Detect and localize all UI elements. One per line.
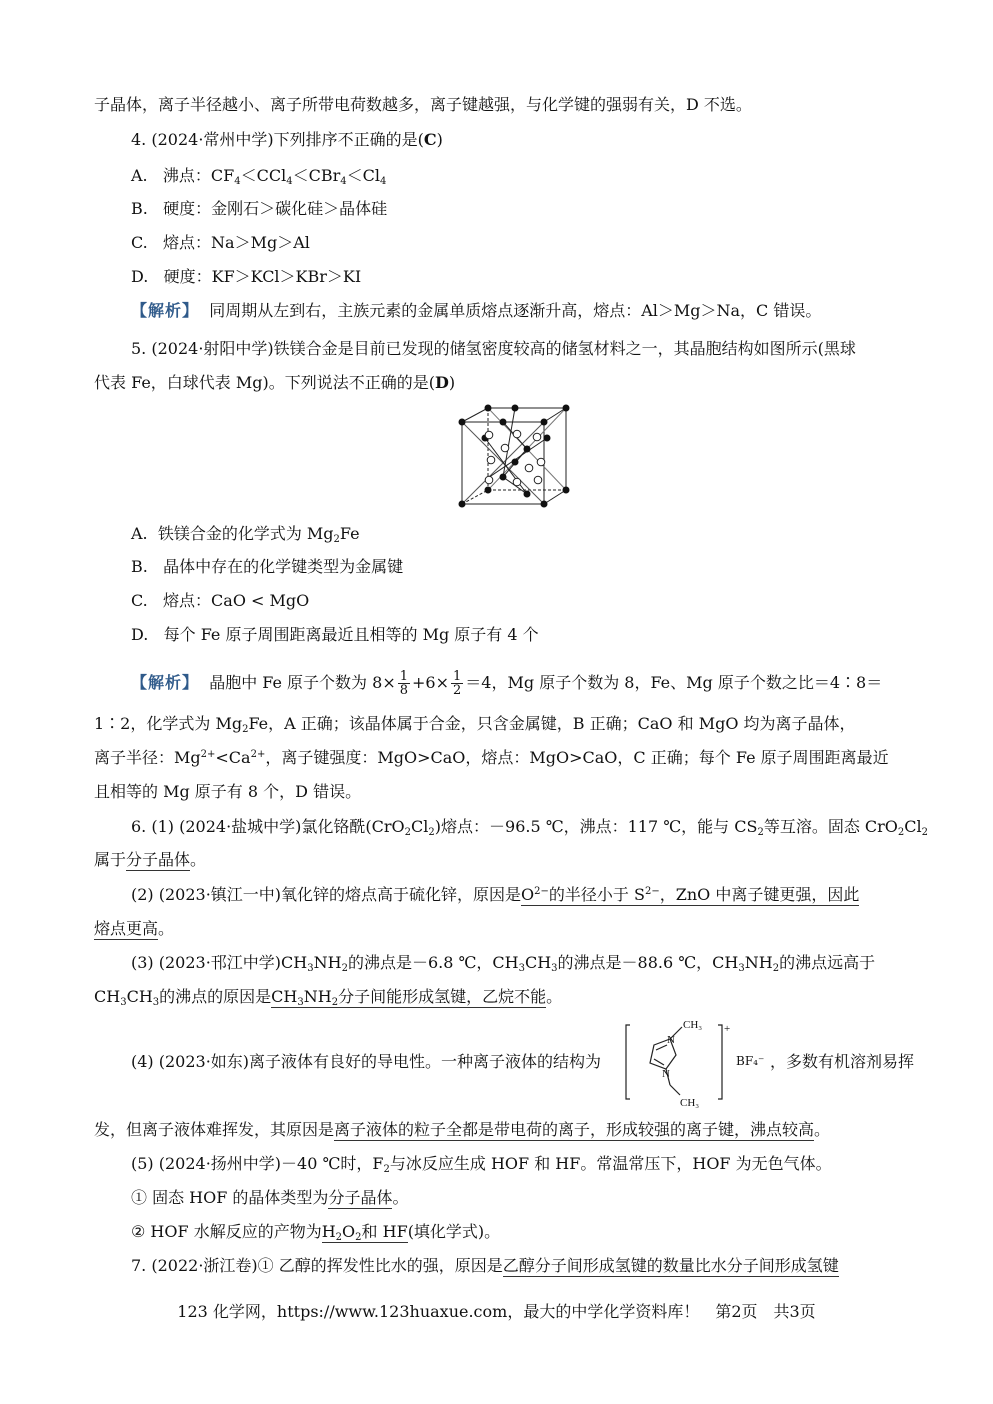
option-b: B. 硬度：金刚石＞碳化硅＞晶体硅	[131, 199, 388, 218]
ionic-liquid-structure	[624, 1015, 734, 1110]
question-6-1: 6. (1) (2024·盐城中学)氯化铬酰$(CrO_2Cl_2)$熔点：－96.5 ℃，沸点：117 ℃，能与 $CS_2$等互溶。固态 $CrO_2Cl_2$	[131, 817, 929, 838]
fraction: $\frac{1}{2}$	[453, 669, 462, 698]
analysis-5-line: 1∶2，化学式为 $Mg_2Fe$，A 正确；该晶体属于合金，只含金属键，B 正确；CaO 和 MgO 均为离子晶体，	[94, 714, 856, 735]
question-7: 7. (2022·浙江卷)① 乙醇的挥发性比水的强，原因是乙醇分子间形成氢键的数量比水分子间形成氢键	[131, 1256, 839, 1275]
question-6-3: (3) (2023·邗江中学)$CH_3NH_2$的沸点是－6.8 ℃，$CH_3CH_3$的沸点是－88.6 ℃，$CH_3NH_2$的沸点远高于	[131, 953, 876, 974]
option-d: D. 硬度：KF＞KCl＞KBr＞KI	[131, 267, 362, 286]
question-6-2: (2) (2023·镇江一中)氧化锌的熔点高于硫化锌，原因是$O^{2-}$的半径小于 $S^{2-}$，ZnO 中离子键更强，因此	[131, 885, 860, 904]
analysis-5: 【解析】 晶胞中 Fe 原子个数为 8× $\frac{1}{8}$ +6× $\frac{1}{2}$ ＝4，Mg 原子个数为 8，Fe、Mg 原子个数之比＝4∶8＝	[131, 669, 883, 698]
option-d: D. 每个 Fe 原子周围距离最近且相等的 Mg 原子有 4 个	[131, 625, 539, 644]
option-a: A. 沸点：$CF_4<CCl_4<CBr_4<Cl_4$	[131, 166, 387, 187]
question-4-stem: 4. (2024·常州中学)下列排序不正确的是(C)	[131, 130, 443, 149]
text-line: 子晶体，离子半径越小、离子所带电荷数越多，离子键越强，与化学键的强弱有关，D 不选。	[94, 95, 752, 114]
methyl-group-label: CH₃	[683, 1019, 703, 1031]
charge-label: +	[724, 1023, 731, 1035]
question-6-4: (4) (2023·如东)离子液体有良好的导电性。一种离子液体的结构为	[131, 1052, 602, 1071]
nitrogen-label: N	[667, 1034, 675, 1046]
fraction: $\frac{1}{8}$	[399, 669, 409, 698]
option-c: C. 熔点：Na＞Mg＞Al	[131, 233, 310, 252]
option-c: C. 熔点：CaO < MgO	[131, 591, 310, 610]
anion-label: BF₄⁻	[736, 1054, 765, 1068]
question-6-5-1: ① 固态 HOF 的晶体类型为分子晶体。	[131, 1188, 409, 1207]
question-6-5-2: ② HOF 水解反应的产物为$H_2O_2$和 HF(填化学式)。	[131, 1222, 501, 1243]
nitrogen-label: N	[662, 1068, 670, 1080]
question-5-stem: 5. (2024·射阳中学)铁镁合金是目前已发现的储氢密度较高的储氢材料之一，其晶胞结构如图所示(黑球	[131, 339, 856, 358]
question-6-5: (5) (2024·扬州中学)－40 ℃时，$F_2$与冰反应生成 HOF 和 HF。常温常压下，HOF 为无色气体。	[131, 1154, 832, 1175]
ethyl-group-label: CH₃	[680, 1097, 700, 1109]
question-6-4-b: ，多数有机溶剂易挥	[770, 1052, 915, 1071]
option-b: B. 晶体中存在的化学键类型为金属键	[131, 557, 404, 576]
question-6-1-cont: 属于分子晶体。	[94, 850, 207, 869]
question-5-stem-2: 代表 Fe，白球代表 Mg)。下列说法不正确的是(D)	[94, 373, 456, 392]
analysis-5-line: 离子半径：$Mg^{2+}<Ca^{2+}$，离子键强度：MgO>CaO，熔点：MgO>CaO，C 正确；每个 Fe 原子周围距离最近	[94, 748, 889, 767]
question-6-3-cont: $CH_3CH_3$的沸点的原因是$CH_3NH_2$分子间能形成氢键，乙烷不能。	[94, 987, 563, 1008]
crystal-cell-figure	[455, 402, 575, 512]
question-6-2-cont: 熔点更高。	[94, 919, 175, 938]
question-6-4-cont: 发，但离子液体难挥发，其原因是离子液体的粒子全都是带电荷的离子，形成较强的离子键，沸点较高。	[94, 1120, 831, 1139]
analysis-5-line: 且相等的 Mg 原子有 8 个，D 错误。	[94, 782, 362, 801]
analysis-4: 【解析】 同周期从左到右，主族元素的金属单质熔点逐渐升高，熔点：Al＞Mg＞Na，C 错误。	[131, 301, 822, 320]
option-a: A. 铁镁合金的化学式为 $Mg_2Fe$	[131, 524, 360, 545]
page-footer: 123 化学网，https://www.123huaxue.com，最大的中学化学资料库！ 第2页 共3页	[177, 1302, 816, 1321]
